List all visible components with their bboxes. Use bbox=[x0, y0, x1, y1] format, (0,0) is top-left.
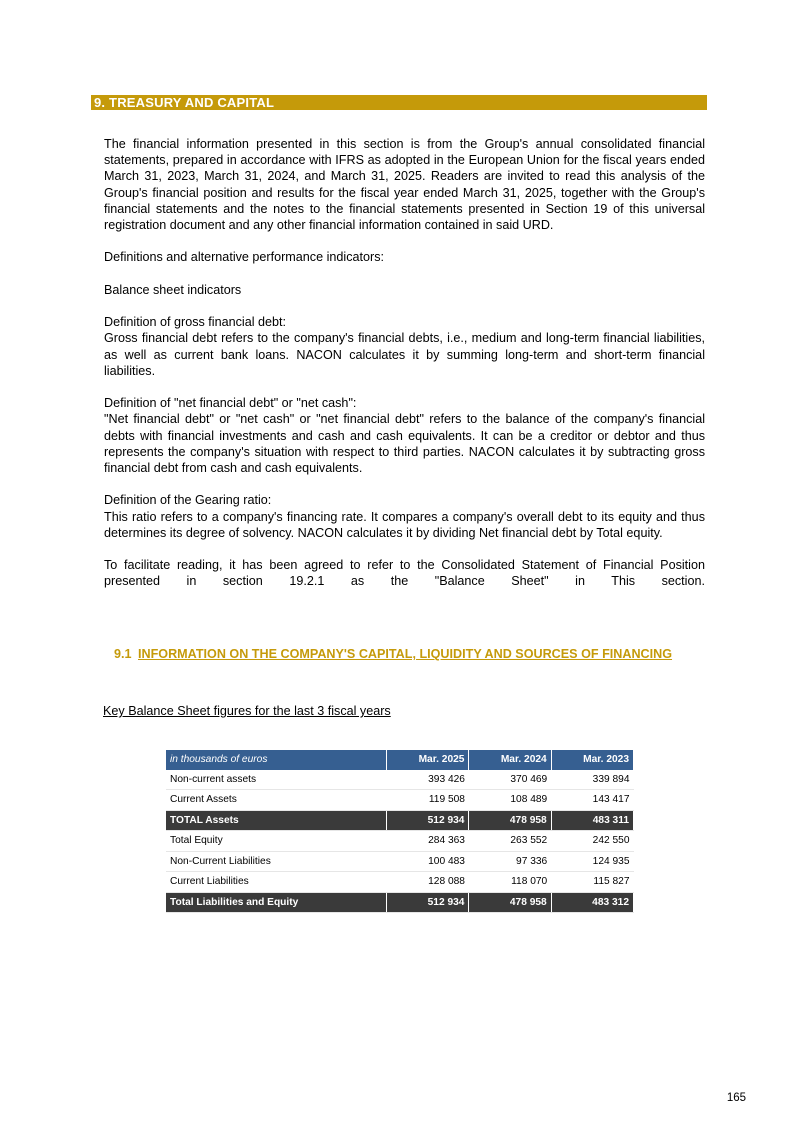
net-debt-definition: "Net financial debt" or "net cash" or "net financial debt" refers to the balance of the company's financial debts with financial investments and cash and cash equivalents. It can be a creditor or debtor and thus represents the company's situation with respect to third parties. NACON calculates it by subtracting gross financial debt from cash and cash equivalents. bbox=[104, 412, 705, 475]
column-header: Mar. 2023 bbox=[551, 750, 633, 770]
cell-value: 512 934 bbox=[387, 892, 469, 913]
total-liabilities-equity-row bbox=[166, 892, 634, 913]
row-label: Current Assets bbox=[166, 790, 387, 811]
cell-value: 97 336 bbox=[469, 851, 551, 872]
cell-value: 512 934 bbox=[387, 810, 469, 831]
row-label: Non-current assets bbox=[166, 770, 387, 790]
cell-value: 143 417 bbox=[551, 790, 633, 811]
balance-sheet-table bbox=[166, 750, 634, 913]
subsection-heading bbox=[114, 647, 705, 663]
cell-value: 483 312 bbox=[551, 892, 633, 913]
reading-note: To facilitate reading, it has been agreed to refer to the Consolidated Statement of Financial Position presented in section 19.2.1 as the "Balance Sheet" in This section. bbox=[104, 558, 705, 589]
table-row bbox=[166, 770, 634, 790]
gross-debt-definition: Gross financial debt refers to the company's financial debts, i.e., medium and long-term financial liabilities, as well as current bank loans. NACON calculates it by summing long-term and short-term financial liabilities. bbox=[104, 331, 705, 378]
gearing-definition: This ratio refers to a company's financing rate. It compares a company's overall debt to its equity and thus determines its degree of solvency. NACON calculates it by dividing Net financial debt by Total equity. bbox=[104, 509, 705, 540]
table-row bbox=[166, 872, 634, 893]
cell-value: 478 958 bbox=[469, 892, 551, 913]
cell-value: 108 489 bbox=[469, 790, 551, 811]
table-header-row bbox=[166, 750, 634, 770]
row-label: Total Liabilities and Equity bbox=[166, 892, 387, 913]
row-label: Current Liabilities bbox=[166, 872, 387, 893]
section-heading: 9. TREASURY AND CAPITAL bbox=[91, 95, 707, 110]
intro-paragraph: The financial information presented in this section is from the Group's annual consolidated financial statements, prepared in accordance with IFRS as adopted in the European Union for the fiscal years ended March 31, 2023, March 31, 2024, and March 31, 2025. Readers are invited to read this analysis of the Group's financial position and results for the fiscal year ended March 31, 2025, together with the Group's financial statements and the notes to the financial statements presented in Section 19 of this universal registration document and any other financial information contained in said URD. bbox=[104, 137, 705, 233]
table-row bbox=[166, 831, 634, 852]
cell-value: 478 958 bbox=[469, 810, 551, 831]
cell-value: 263 552 bbox=[469, 831, 551, 852]
cell-value: 370 469 bbox=[469, 770, 551, 790]
cell-value: 119 508 bbox=[387, 790, 469, 811]
definitions-intro: Definitions and alternative performance indicators: bbox=[104, 250, 385, 265]
cell-value: 124 935 bbox=[551, 851, 633, 872]
cell-value: 284 363 bbox=[387, 831, 469, 852]
column-header: Mar. 2025 bbox=[387, 750, 469, 770]
page-number: 165 bbox=[726, 1092, 746, 1104]
unit-label: in thousands of euros bbox=[166, 750, 387, 770]
row-label: TOTAL Assets bbox=[166, 810, 387, 831]
cell-value: 100 483 bbox=[387, 851, 469, 872]
net-debt-definition-label: Definition of "net financial debt" or "net cash": bbox=[104, 396, 357, 411]
table-row bbox=[166, 851, 634, 872]
table-caption: Key Balance Sheet figures for the last 3 fiscal years bbox=[103, 704, 391, 718]
row-label: Non-Current Liabilities bbox=[166, 851, 387, 872]
cell-value: 115 827 bbox=[551, 872, 633, 893]
cell-value: 128 088 bbox=[387, 872, 469, 893]
balance-sheet-indicators-label: Balance sheet indicators bbox=[104, 282, 242, 297]
body-text bbox=[104, 136, 705, 606]
total-assets-row bbox=[166, 810, 634, 831]
row-label: Total Equity bbox=[166, 831, 387, 852]
gearing-definition-label: Definition of the Gearing ratio: bbox=[104, 493, 272, 508]
column-header: Mar. 2024 bbox=[469, 750, 551, 770]
cell-value: 242 550 bbox=[551, 831, 633, 852]
gross-debt-definition-label: Definition of gross financial debt: bbox=[104, 315, 287, 330]
cell-value: 483 311 bbox=[551, 810, 633, 831]
cell-value: 118 070 bbox=[469, 872, 551, 893]
table-row bbox=[166, 790, 634, 811]
cell-value: 339 894 bbox=[551, 770, 633, 790]
subsection-title: INFORMATION ON THE COMPANY'S CAPITAL, LIQUIDITY AND SOURCES OF FINANCING bbox=[138, 647, 673, 661]
cell-value: 393 426 bbox=[387, 770, 469, 790]
subsection-number: 9.1 bbox=[114, 647, 132, 661]
